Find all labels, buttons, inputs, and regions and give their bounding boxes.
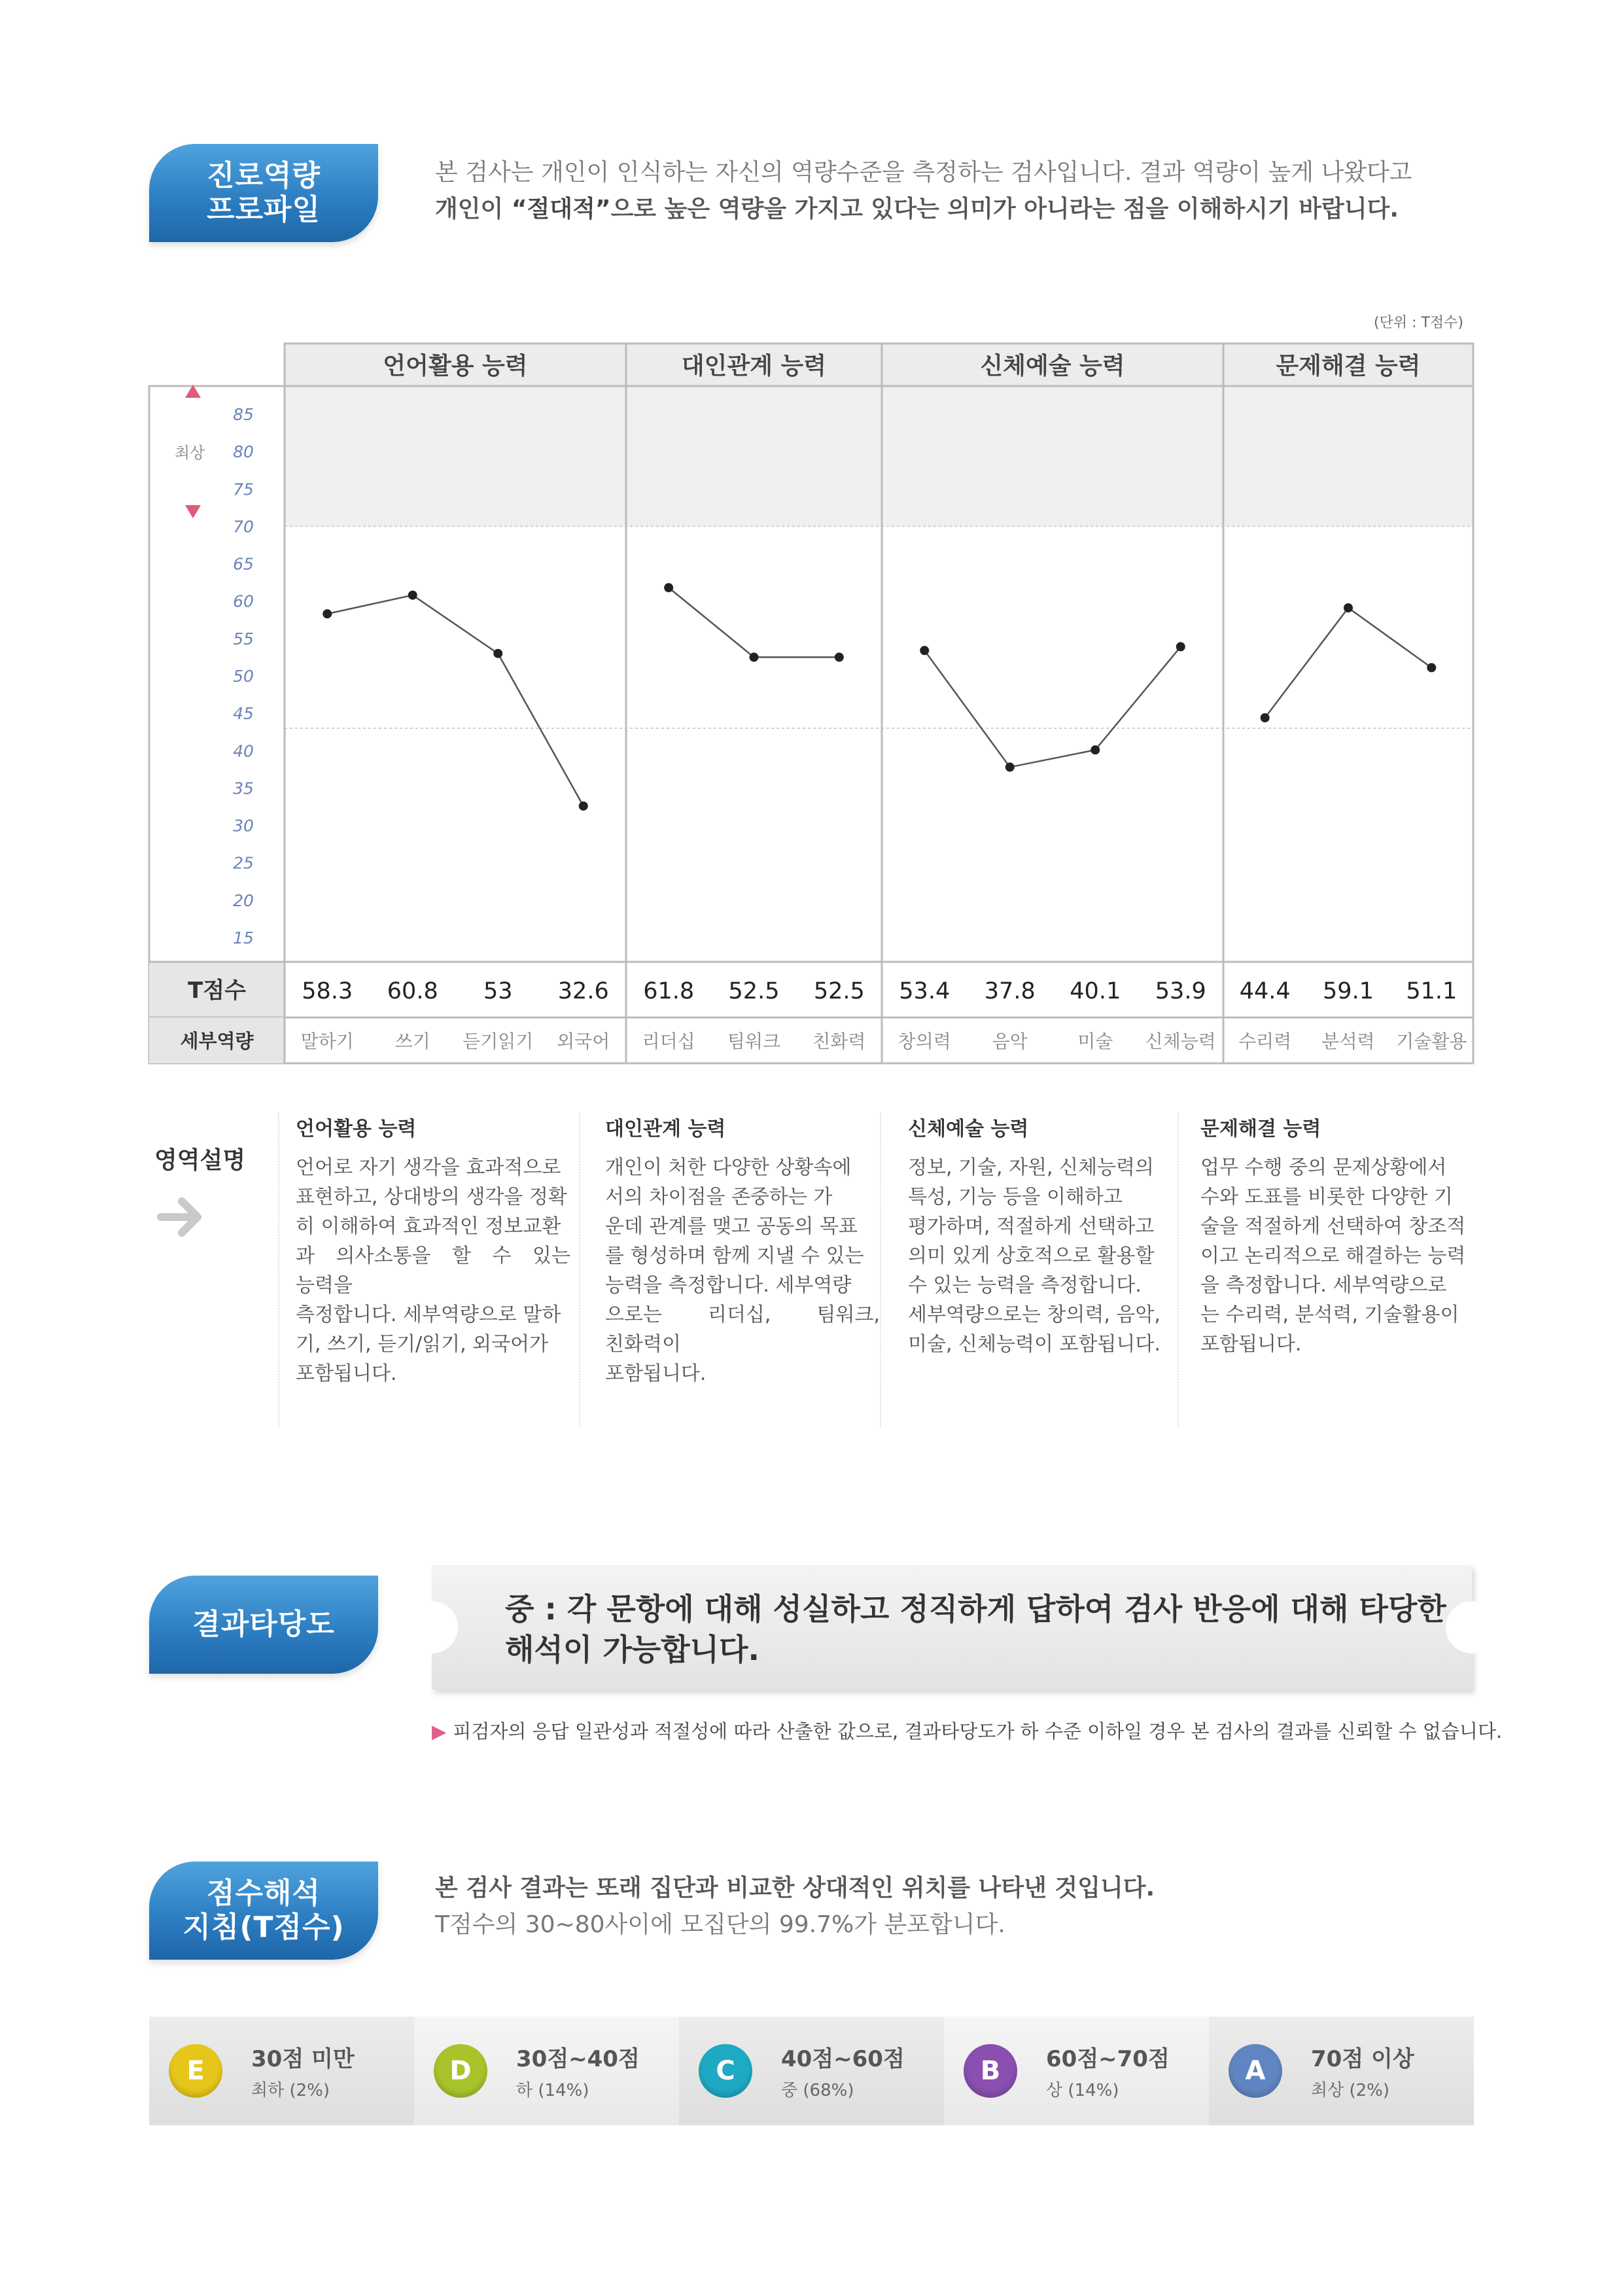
desc-line: 으로는 리더십, 팀워크, 친화력이 — [605, 1303, 880, 1356]
sub-item-label: 리더십 — [642, 1031, 695, 1052]
score-label: 53.4 — [899, 978, 951, 1004]
score-label: 32.6 — [557, 978, 609, 1004]
sub-item-label: 외국어 — [557, 1031, 610, 1052]
validity-sep: : — [534, 1591, 567, 1627]
score-label: 40.1 — [1070, 978, 1121, 1004]
grade-desc: 하 (14%) — [516, 2081, 589, 2100]
y-tick-label: 15 — [233, 928, 254, 947]
y-tick-label: 80 — [233, 442, 254, 462]
grade-b — [944, 2017, 1209, 2125]
y-tick-label: 75 — [233, 480, 254, 499]
validity-badge — [149, 1576, 378, 1674]
desc-line: 수 있는 능력을 측정합니다. — [908, 1274, 1142, 1297]
score-label: 52.5 — [728, 978, 780, 1004]
data-point — [835, 652, 844, 662]
badge-line: 진로역량 — [206, 159, 321, 192]
desc-line: 정보, 기술, 자원, 신체능력의 — [908, 1156, 1154, 1179]
grade-range: 30점~40점 — [516, 2046, 640, 2072]
desc-text — [1200, 1153, 1475, 1359]
group-title: 대인관계 능력 — [681, 353, 827, 380]
validity-line-1: 각 문항에 대해 성실하고 정직하게 답하여 검사 반응에 대해 타당한 — [567, 1591, 1446, 1627]
desc-line: 포함됩니다. — [296, 1362, 397, 1385]
y-tick-label: 40 — [233, 741, 254, 761]
desc-text — [908, 1153, 1183, 1359]
interp-line-1 — [435, 1870, 1155, 1907]
score-label: 51.1 — [1406, 978, 1457, 1004]
y-tick-label: 45 — [233, 704, 254, 724]
desc-title: 신체예술 능력 — [908, 1118, 1029, 1140]
desc-line: 능력을 측정합니다. 세부역량 — [605, 1274, 852, 1297]
desc-line: 측정합니다. 세부역량으로 말하 — [296, 1303, 561, 1326]
desc-line: 서의 차이점을 존중하는 가 — [605, 1186, 833, 1209]
sub-row-label: 세부역량 — [180, 1030, 254, 1052]
desc-line: 언어로 자기 생각을 효과적으로 — [296, 1156, 561, 1179]
grade-e — [149, 2017, 414, 2125]
desc-line: 는 수리력, 분석력, 기술활용이 — [1200, 1303, 1459, 1326]
validity-text — [505, 1589, 1446, 1670]
divider — [579, 1112, 580, 1426]
sub-item-label: 친화력 — [812, 1031, 866, 1052]
sub-item-label: 말하기 — [300, 1031, 354, 1052]
ticket-notch — [406, 1601, 458, 1653]
data-point — [1176, 642, 1185, 651]
desc-line: 이고 논리적으로 해결하는 능력 — [1200, 1245, 1466, 1267]
desc-line: 기, 쓰기, 듣기/읽기, 외국어가 — [296, 1333, 549, 1356]
sub-item-label: 기술활용 — [1396, 1031, 1467, 1052]
ticket-notch — [1446, 1601, 1498, 1653]
top-band — [285, 386, 1473, 526]
y-tick-label: 60 — [233, 592, 254, 611]
grade-letter-icon: E — [169, 2044, 222, 2098]
validity-line-2: 해석이 가능합니다. — [505, 1632, 759, 1667]
desc-col — [296, 1112, 570, 1388]
y-tick-label: 35 — [233, 779, 254, 798]
score-label: 53.9 — [1155, 978, 1206, 1004]
badge-line: 지침(T점수) — [183, 1911, 345, 1944]
down-triangle-icon — [185, 505, 201, 518]
intro-line-1: 본 검사는 개인이 인식하는 자신의 역량수준을 측정하는 검사입니다. 결과 역량이 높게 나왔다고 — [435, 159, 1412, 186]
intro-quote: “절대적” — [511, 196, 611, 222]
grade-d — [414, 2017, 679, 2125]
group-title: 언어활용 능력 — [383, 353, 528, 380]
data-point — [920, 646, 929, 655]
desc-line: 개인이 처한 다양한 상황속에 — [605, 1156, 852, 1179]
desc-line: 포함됩니다. — [1200, 1333, 1302, 1356]
desc-line: 표현하고, 상대방의 생각을 정확 — [296, 1186, 567, 1209]
y-tick-label: 50 — [233, 667, 254, 686]
y-tick-label: 20 — [233, 891, 254, 910]
grade-range: 40점~60점 — [781, 2046, 905, 2072]
grade-letter-icon: D — [434, 2044, 487, 2098]
sub-item-label: 팀워크 — [727, 1031, 781, 1052]
desc-line: 특성, 기능 등을 이해하고 — [908, 1186, 1123, 1209]
grade-a — [1209, 2017, 1474, 2125]
desc-title: 언어활용 능력 — [296, 1118, 417, 1140]
score-label: 58.3 — [302, 978, 353, 1004]
grade-desc: 최상 (2%) — [1311, 2081, 1390, 2100]
grade-letter-icon: B — [964, 2044, 1017, 2098]
desc-line: 평가하며, 적절하게 선택하고 — [908, 1215, 1155, 1238]
intro-line-2-post: 으로 높은 역량을 가지고 있다는 의미가 아니라는 점을 이해하시기 바랍니다. — [610, 196, 1399, 222]
validity-box — [432, 1565, 1472, 1689]
divider — [880, 1112, 881, 1426]
axis-box — [149, 386, 285, 962]
sub-item-label: 미술 — [1077, 1031, 1113, 1052]
y-tick-label: 25 — [233, 853, 254, 873]
data-point — [579, 802, 588, 811]
desc-line: 히 이해하여 효과적인 정보교환 — [296, 1215, 561, 1238]
interpretation-text — [435, 1870, 1155, 1943]
y-tick-label: 65 — [233, 554, 254, 574]
score-label: 44.4 — [1239, 978, 1291, 1004]
sub-item-label: 수리력 — [1238, 1031, 1292, 1052]
y-tick-label: 30 — [233, 816, 254, 836]
grade-range: 60점~70점 — [1046, 2046, 1170, 2072]
badge-line: 점수해석 — [206, 1877, 321, 1910]
y-tick-label: 70 — [233, 517, 254, 537]
data-point — [1427, 663, 1436, 672]
data-point — [664, 583, 673, 592]
validity-level: 중 — [505, 1591, 534, 1627]
sub-item-label: 분석력 — [1321, 1031, 1375, 1052]
grade-desc: 최하 (2%) — [251, 2081, 330, 2100]
desc-line: 포함됩니다. — [605, 1362, 707, 1385]
desc-title: 문제해결 능력 — [1200, 1118, 1321, 1140]
interpretation-badge — [149, 1862, 378, 1960]
data-point — [493, 649, 502, 658]
divider — [1178, 1112, 1179, 1426]
desc-col — [1200, 1112, 1475, 1359]
grade-range: 30점 미만 — [251, 2046, 355, 2072]
group-title: 신체예술 능력 — [980, 353, 1125, 380]
desc-line: 술을 적절하게 선택하여 창조적 — [1200, 1215, 1466, 1238]
profile-chart — [0, 0, 1623, 1080]
chart-unit: (단위 : T점수) — [1374, 315, 1464, 331]
desc-line: 의미 있게 상호적으로 활용할 — [908, 1245, 1155, 1267]
score-label: 52.5 — [813, 978, 865, 1004]
group-title: 문제해결 능력 — [1276, 353, 1421, 380]
desc-text — [605, 1153, 880, 1388]
score-row-label: T점수 — [188, 978, 246, 1004]
data-point — [323, 609, 332, 618]
sub-item-label: 듣기읽기 — [462, 1031, 534, 1052]
desc-line: 업무 수행 중의 문제상황에서 — [1200, 1156, 1447, 1179]
grade-range: 70점 이상 — [1311, 2046, 1414, 2072]
desc-col — [908, 1112, 1183, 1359]
desc-col — [605, 1112, 880, 1388]
score-label: 61.8 — [643, 978, 695, 1004]
interp-line-1-text: 본 검사 결과는 또래 집단과 비교한 상대적인 위치를 나타낸 것입니다. — [435, 1875, 1155, 1901]
desc-line: 을 측정합니다. 세부역량으로 — [1200, 1274, 1447, 1297]
grade-c — [679, 2017, 944, 2125]
grade-legend — [149, 2017, 1474, 2125]
grade-desc: 중 (68%) — [781, 2081, 854, 2100]
desc-line: 운데 관계를 맺고 공동의 목표 — [605, 1215, 858, 1238]
validity-note-text: 피검자의 응답 일관성과 적절성에 따라 산출한 값으로, 결과타당도가 하 수준 이하일 경우 본 검사의 결과를 신뢰할 수 없습니다. — [453, 1720, 1503, 1742]
desc-line: 과 의사소통을 할 수 있는 능력을 — [296, 1245, 570, 1297]
sub-item-label: 신체능력 — [1145, 1031, 1216, 1052]
data-point — [1344, 603, 1353, 612]
data-point — [408, 591, 417, 600]
desc-title: 대인관계 능력 — [605, 1118, 726, 1140]
badge-line: 프로파일 — [206, 193, 321, 226]
sub-item-label: 쓰기 — [394, 1031, 430, 1052]
grade-letter-icon: A — [1229, 2044, 1282, 2098]
grade-letter-icon: C — [699, 2044, 752, 2098]
desc-text — [296, 1153, 570, 1388]
top-band-label: 최상 — [174, 444, 205, 462]
data-point — [1261, 713, 1270, 722]
desc-line: 수와 도표를 비롯한 다양한 기 — [1200, 1186, 1453, 1209]
triangle-icon: ▶ — [432, 1720, 447, 1742]
data-point — [1091, 745, 1100, 754]
score-label: 59.1 — [1323, 978, 1374, 1004]
y-tick-label: 55 — [233, 629, 254, 648]
score-label: 37.8 — [984, 978, 1036, 1004]
badge-line: 결과타당도 — [192, 1608, 335, 1641]
interp-line-2: T점수의 30~80사이에 모집단의 99.7%가 분포합니다. — [435, 1911, 1005, 1938]
desc-line: 를 형성하며 함께 지낼 수 있는 — [605, 1245, 864, 1267]
intro-line-2-pre: 개인이 — [435, 196, 512, 222]
grade-desc: 상 (14%) — [1046, 2081, 1119, 2100]
desc-line: 미술, 신체능력이 포함됩니다. — [908, 1333, 1161, 1356]
arrow-right-icon — [156, 1191, 208, 1243]
score-label: 53 — [483, 978, 513, 1004]
divider — [278, 1112, 279, 1426]
section-title-descriptions: 영역설명 — [154, 1147, 246, 1174]
sub-item-label: 창의력 — [898, 1031, 951, 1052]
validity-note — [432, 1717, 1502, 1744]
score-label: 60.8 — [387, 978, 438, 1004]
desc-line: 세부역량으로는 창의력, 음악, — [908, 1303, 1161, 1326]
data-point — [1005, 762, 1015, 771]
y-tick-label: 85 — [233, 405, 254, 424]
sub-item-label: 음악 — [992, 1031, 1028, 1052]
data-point — [750, 652, 759, 662]
